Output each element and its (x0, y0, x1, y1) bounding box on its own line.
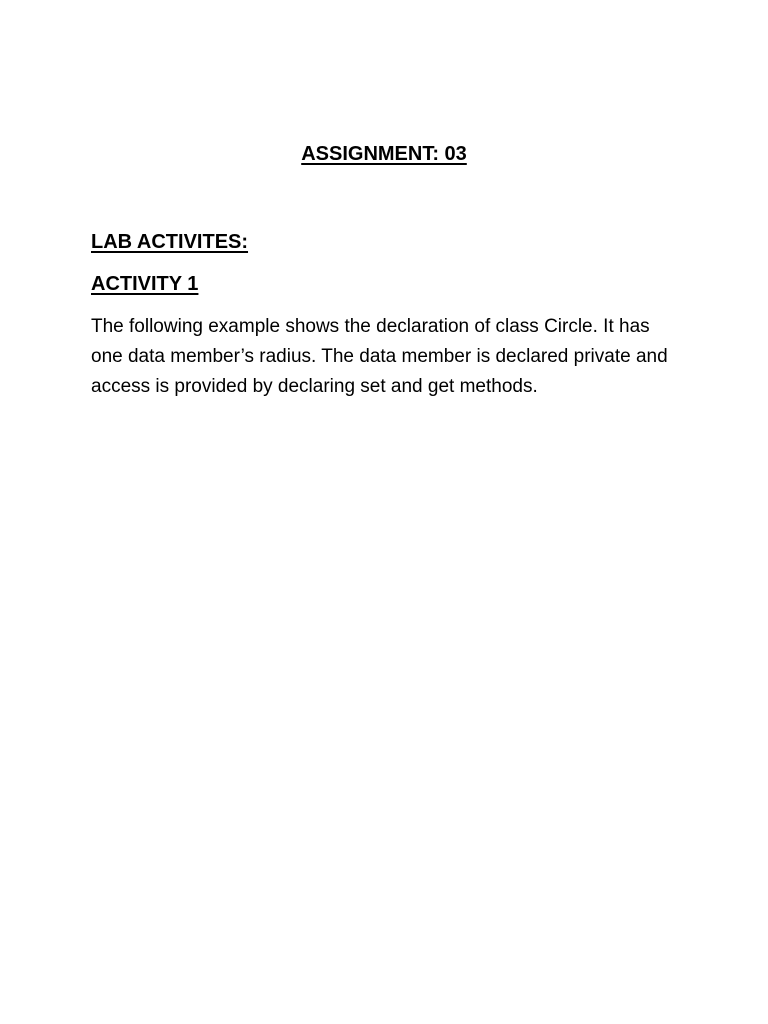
activity-description: The following example shows the declaration of class Circle. It has one data member’s radius. The data member is declared private and access is provided by declaring set and get methods. (91, 316, 668, 397)
activity-1-heading: ACTIVITY 1 (91, 273, 199, 295)
assignment-title: ASSIGNMENT: 03 (301, 143, 467, 165)
lab-activities-heading: LAB ACTIVITES: (91, 231, 249, 253)
